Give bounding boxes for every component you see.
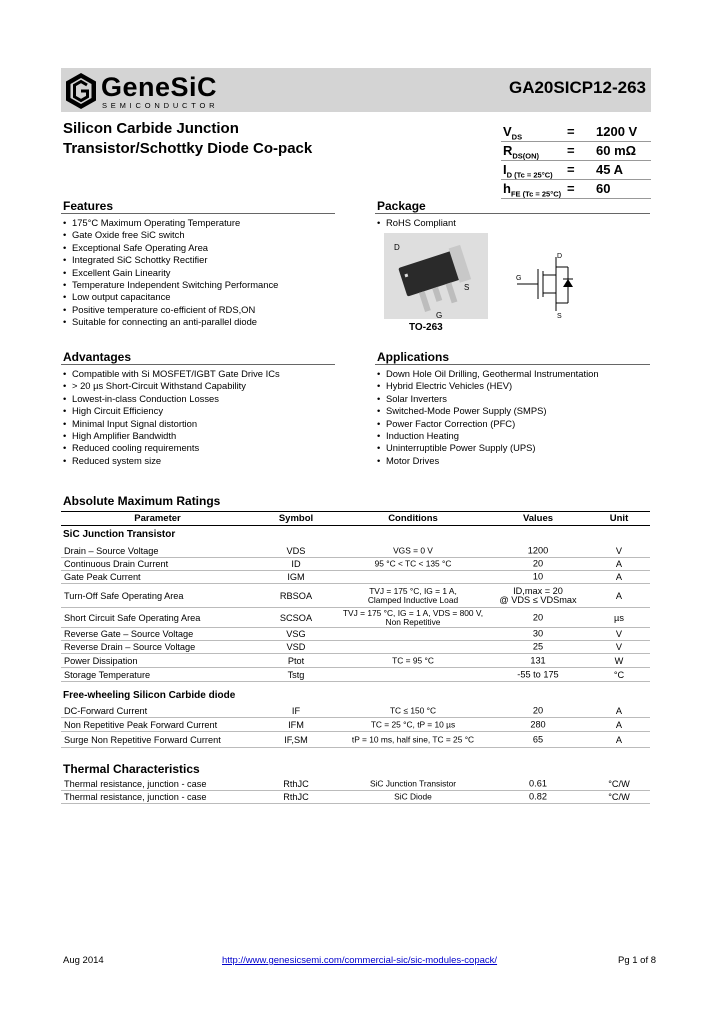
spec-symbol: $I_{D (Tc = 25^\circ C)}$: [503, 162, 553, 180]
cell-symbol: RthJC: [283, 779, 309, 789]
table-row: [61, 584, 650, 608]
list-item: • High Amplifier Bandwidth: [63, 430, 280, 442]
genesic-logo-icon: [64, 72, 98, 110]
list-item: • Reduced cooling requirements: [63, 442, 280, 454]
cell-unit: °C/W: [608, 792, 630, 802]
advantages-list: [63, 368, 280, 467]
table-row: [61, 545, 650, 558]
spec-equals: =: [567, 124, 575, 139]
cell-conditions: SiC Junction Transistor: [369, 778, 457, 789]
cell-symbol: ID: [291, 559, 301, 569]
cell-symbol: VDS: [286, 546, 306, 556]
schematic-pin-d: D: [557, 253, 563, 260]
table-row: [61, 718, 650, 732]
cell-conditions: TVJ = 175 °C, IG = 1 A, VDS = 800 V, Non Repetitive: [342, 607, 484, 627]
cell-unit: A: [615, 572, 623, 582]
list-item: • Switched-Mode Power Supply (SMPS): [377, 405, 599, 417]
spec-symbol: $V_{DS}$: [503, 124, 523, 142]
table-row: [61, 732, 650, 748]
cell-parameter: Reverse Gate – Source Voltage: [64, 629, 194, 639]
list-item: • Temperature Independent Switching Performance: [63, 279, 278, 291]
cell-parameter: Reverse Drain – Source Voltage: [64, 642, 196, 652]
cell-value: 1200: [527, 545, 549, 556]
list-item: • Hybrid Electric Vehicles (HEV): [377, 380, 599, 392]
package-label: TO-263: [409, 322, 443, 333]
table-row: [61, 571, 650, 584]
list-item: • 175°C Maximum Operating Temperature: [63, 217, 278, 229]
cell-value: 20: [532, 705, 544, 715]
group-sic-jt: SiC Junction Transistor: [63, 529, 176, 540]
schematic-pin-s: S: [557, 313, 562, 320]
list-item: • Compatible with Si MOSFET/IGBT Gate Drive ICs: [63, 368, 280, 380]
cell-value: 20: [532, 612, 544, 622]
list-item: • RoHS Compliant: [377, 217, 456, 229]
list-item: • Reduced system size: [63, 455, 280, 467]
circuit-schematic-icon: [512, 247, 582, 321]
cell-symbol: IFM: [288, 719, 304, 730]
cell-parameter: DC-Forward Current: [64, 705, 148, 716]
list-item: • High Circuit Efficiency: [63, 405, 280, 417]
cell-parameter: Turn-Off Safe Operating Area: [64, 590, 184, 601]
spec-equals: =: [567, 181, 575, 196]
cell-parameter: Power Dissipation: [64, 655, 138, 666]
cell-value: 65: [532, 734, 544, 744]
cell-value: 25: [532, 641, 544, 652]
list-item: • Excellent Gain Linearity: [63, 267, 278, 279]
cell-symbol: IF: [291, 705, 301, 716]
spec-value: 1200 V: [596, 124, 638, 139]
col-conditions: Conditions: [388, 513, 438, 524]
list-item: • Lowest-in-class Conduction Losses: [63, 393, 280, 405]
list-item: • Solar Inverters: [377, 393, 599, 405]
spec-row-id: [503, 160, 653, 179]
features-rule: [61, 213, 335, 214]
cell-conditions: TC = 95 °C: [392, 655, 434, 665]
brand-name: GeneSiC: [101, 72, 218, 102]
cell-parameter: Continuous Drain Current: [64, 559, 169, 569]
cell-value: 10: [532, 571, 544, 582]
cell-conditions: tP = 10 ms, half sine, TC = 25 °C: [351, 734, 475, 744]
list-item: • Down Hole Oil Drilling, Geothermal Instrumentation: [377, 368, 599, 380]
table-row: [61, 654, 650, 668]
cell-unit: V: [615, 546, 623, 556]
cell-parameter: Thermal resistance, junction - case: [64, 779, 207, 789]
applications-heading: Applications: [377, 350, 450, 364]
cell-unit: A: [615, 719, 623, 730]
cell-symbol: Ptot: [287, 655, 305, 666]
spec-symbol: $R_{DS(ON)}$: [503, 143, 540, 161]
spec-row-vds: [503, 122, 653, 141]
thermal-title: Thermal Characteristics: [63, 762, 200, 776]
cell-symbol: IGM: [287, 572, 305, 582]
table-row: [61, 641, 650, 654]
cell-value: 30: [532, 628, 544, 639]
cell-unit: A: [615, 559, 623, 569]
cell-conditions: TVJ = 175 °C, IG = 1 A, Clamped Inductive Load: [367, 585, 459, 605]
package-rule: [375, 213, 650, 214]
advantages-heading: Advantages: [63, 350, 132, 364]
cell-conditions: TC ≤ 150 °C: [389, 705, 437, 715]
col-unit: Unit: [609, 513, 629, 524]
photo-pin-d: D: [394, 243, 400, 252]
footer-link[interactable]: http://www.genesicsemi.com/commercial-sic/sic-modules-copack/: [222, 955, 498, 966]
cell-value: 280: [530, 719, 546, 729]
list-item: • Power Factor Correction (PFC): [377, 418, 599, 430]
cell-conditions: TC = 25 °C, tP = 10 µs: [370, 719, 456, 729]
photo-pin-s: S: [464, 283, 470, 292]
spec-value: 60: [596, 181, 611, 196]
cell-unit: A: [615, 590, 623, 601]
list-item: • Motor Drives: [377, 455, 599, 467]
part-number: GA20SICP12-263: [508, 78, 646, 97]
cell-unit: A: [615, 734, 623, 745]
group-diode: Free-wheeling Silicon Carbide diode: [63, 690, 236, 701]
applications-list: [377, 368, 599, 467]
cell-parameter: Drain – Source Voltage: [64, 546, 159, 556]
table-row: [61, 704, 650, 718]
cell-symbol: VSG: [286, 629, 306, 639]
spec-value: 45 A: [596, 162, 623, 177]
spec-row-rdson: [503, 141, 653, 160]
list-item: • Minimal Input Signal distortion: [63, 418, 280, 430]
cell-value: -55 to 175: [517, 669, 559, 679]
cell-unit: A: [615, 705, 623, 716]
list-item: • Uninterruptible Power Supply (UPS): [377, 442, 599, 454]
table-row: [61, 628, 650, 641]
cell-value: 131: [530, 655, 546, 665]
footer-page: Pg 1 of 8: [618, 955, 657, 966]
cell-parameter: Surge Non Repetitive Forward Current: [64, 734, 221, 745]
cell-value: 20: [532, 558, 544, 569]
col-values: Values: [522, 513, 554, 524]
cell-symbol: RthJC: [283, 792, 309, 802]
cell-symbol: Tstg: [287, 669, 305, 680]
features-list: [63, 217, 278, 329]
col-symbol: Symbol: [278, 513, 314, 524]
cell-symbol: RBSOA: [279, 590, 313, 601]
table-row: [61, 608, 650, 628]
list-item: • Positive temperature co-efficient of RDS,ON: [63, 304, 278, 316]
device-title-line2: Transistor/Schottky Diode Co-pack: [63, 140, 313, 157]
cell-value: ID,max = 20 @ VDS ≤ VDSmax: [499, 585, 577, 605]
cell-unit: °C: [613, 669, 625, 680]
brand-subtitle: SEMICONDUCTOR: [102, 101, 219, 110]
table-row: [61, 558, 650, 571]
footer-date: Aug 2014: [63, 955, 104, 966]
features-heading: Features: [63, 199, 114, 213]
cell-unit: °C/W: [608, 779, 630, 789]
package-photo: [384, 233, 488, 319]
spec-row-hfe: [503, 179, 653, 198]
cell-parameter: Thermal resistance, junction - case: [64, 792, 207, 802]
table-row: [61, 668, 650, 682]
cell-unit: V: [615, 642, 623, 652]
cell-parameter: Storage Temperature: [64, 669, 151, 680]
package-heading: Package: [377, 199, 426, 213]
spec-value: 60 mΩ: [596, 143, 637, 158]
cell-unit: µs: [614, 612, 624, 623]
list-item: • Gate Oxide free SiC switch: [63, 229, 278, 241]
package-list: [377, 217, 456, 229]
photo-pin-g: G: [436, 311, 443, 319]
table-row: [61, 778, 650, 791]
advantages-rule: [61, 364, 335, 365]
spec-symbol: $h_{FE (Tc = 25^\circ C)}$: [503, 181, 562, 199]
applications-rule: [375, 364, 650, 365]
cell-parameter: Non Repetitive Peak Forward Current: [64, 719, 218, 730]
cell-conditions: VGS = 0 V: [393, 545, 433, 556]
spec-equals: =: [567, 162, 575, 177]
schematic-pin-g: G: [516, 275, 522, 282]
cell-conditions: SiC Diode: [394, 791, 432, 802]
col-parameter: Parameter: [134, 513, 181, 524]
cell-symbol: IF,SM: [284, 734, 308, 745]
amr-table-header: [61, 511, 650, 526]
list-item: • Induction Heating: [377, 430, 599, 442]
list-item: • Suitable for connecting an anti-parallel diode: [63, 316, 278, 328]
list-item: • Exceptional Safe Operating Area: [63, 242, 278, 254]
device-title-line1: Silicon Carbide Junction: [63, 120, 239, 137]
device-title: [63, 119, 312, 159]
table-row: [61, 791, 650, 804]
spec-equals: =: [567, 143, 575, 158]
cell-unit: V: [615, 629, 623, 639]
list-item: • Integrated SiC Schottky Rectifier: [63, 254, 278, 266]
amr-title: Absolute Maximum Ratings: [63, 494, 221, 508]
cell-parameter: Gate Peak Current: [64, 572, 141, 582]
cell-value: 0.61: [529, 778, 547, 789]
cell-parameter: Short Circuit Safe Operating Area: [64, 612, 201, 623]
to263-package-image: [384, 233, 488, 319]
list-item: • > 20 µs Short-Circuit Withstand Capability: [63, 380, 280, 392]
cell-symbol: VSD: [286, 642, 306, 652]
cell-conditions: 95 °C < TC < 135 °C: [374, 558, 452, 569]
cell-symbol: SCSOA: [279, 612, 313, 623]
cell-value: 0.82: [529, 791, 547, 802]
list-item: • Low output capacitance: [63, 291, 278, 303]
cell-unit: W: [614, 655, 624, 666]
